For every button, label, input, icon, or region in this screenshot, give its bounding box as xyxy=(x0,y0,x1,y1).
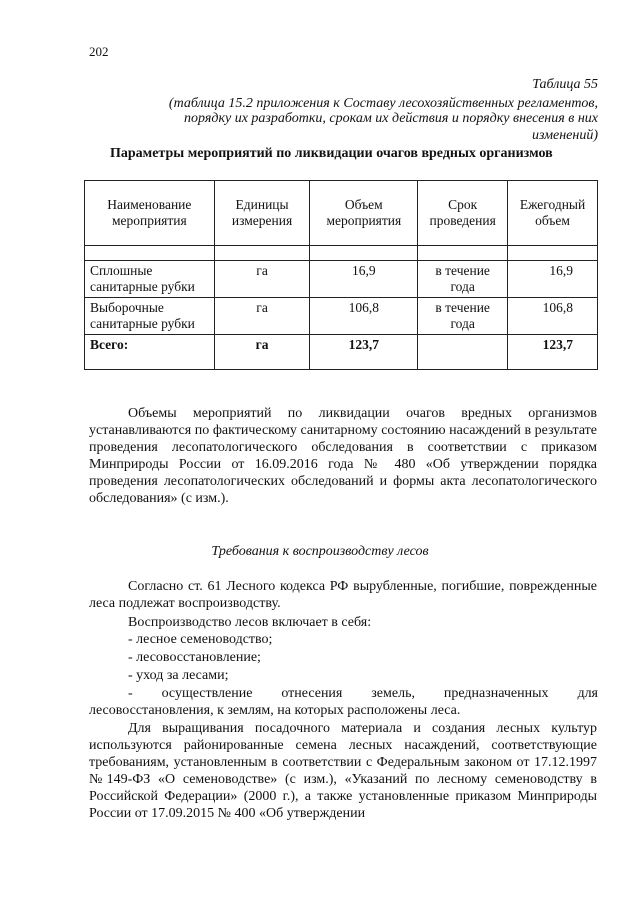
header-cell: Единицы измерения xyxy=(214,181,310,246)
header-cell: Наименование мероприятия xyxy=(85,181,215,246)
table-cell: 106,8 xyxy=(310,298,418,335)
table-total-row xyxy=(85,335,598,370)
list-item: - лесовосстановление; xyxy=(128,650,261,665)
table-cell: га xyxy=(214,298,310,335)
table-row xyxy=(85,298,598,335)
table-cell: 123,7 xyxy=(508,335,598,370)
list-item-continuation: лесовосстановления, к землям, на которых расположены леса. xyxy=(89,703,461,718)
table-caption-line: порядку их разработки, срокам их действия и порядку внесения в них xyxy=(184,111,598,126)
table-cell: в течение года xyxy=(418,261,508,298)
paragraph: Согласно ст. 61 Лесного кодекса РФ вырубленные, погибшие, поврежденные леса подлежат воспроизводству. xyxy=(89,579,597,611)
table-spacer-row xyxy=(85,246,598,261)
list-item: - лесное семеноводство; xyxy=(128,632,273,647)
table-cell: Всего: xyxy=(85,335,215,370)
table-cell: 16,9 xyxy=(508,261,598,298)
table-cell xyxy=(418,335,508,370)
table-cell: Выборочные санитарные рубки xyxy=(85,298,215,335)
table-cell: в течение года xyxy=(418,298,508,335)
table-title: Параметры мероприятий по ликвидации очагов вредных организмов xyxy=(110,146,553,161)
table-header-row xyxy=(85,181,598,246)
paragraph: Воспроизводство лесов включает в себя: xyxy=(128,615,372,630)
measures-table xyxy=(84,180,598,370)
page-number: 202 xyxy=(89,44,109,59)
section-heading: Требования к воспроизводству лесов xyxy=(211,544,429,559)
table-cell: га xyxy=(214,261,310,298)
paragraph: Объемы мероприятий по ликвидации очагов вредных организмов устанавливаются по фактическому санитарному состоянию насаждений в результате проведения лесопатологического обследования в соответствии с приказом Минприроды России от 16.09.2016 года № 480 «Об утверждении порядка проведения лесопатологических обследований и формы акта лесопатологического обследования» (с изм.). xyxy=(89,406,597,506)
table-cell: 123,7 xyxy=(310,335,418,370)
table-row xyxy=(85,261,598,298)
table-caption-number: Таблица 55 xyxy=(532,77,598,92)
header-cell: Срок проведения xyxy=(418,181,508,246)
table-caption-line: (таблица 15.2 приложения к Составу лесохозяйственных регламентов, xyxy=(168,96,598,111)
header-cell: Объем мероприятия xyxy=(310,181,418,246)
table-caption-line: изменений) xyxy=(531,128,598,143)
table-cell: га xyxy=(214,335,310,370)
table-cell: 16,9 xyxy=(310,261,418,298)
table-cell: 106,8 xyxy=(508,298,598,335)
list-item: - осуществление отнесения земель, предназначенных для xyxy=(128,686,598,701)
header-cell: Ежегодный объем xyxy=(508,181,598,246)
paragraph: Для выращивания посадочного материала и создания лесных культур используются районированные семена лесных насаждений, соответствующие требованиям, установленным в соответствии с Федеральным законом от 17.12.1997 №149-ФЗ «О семеноводстве» (с изм.), «Указаний по лесному семеноводству в Российской Федерации» (2000 г.), а также установленные приказом Минприроды России от 17.09.2015 № 400 «Об утверждении xyxy=(89,721,597,821)
list-item: - уход за лесами; xyxy=(128,668,229,683)
table-cell: Сплошные санитарные рубки xyxy=(85,261,215,298)
